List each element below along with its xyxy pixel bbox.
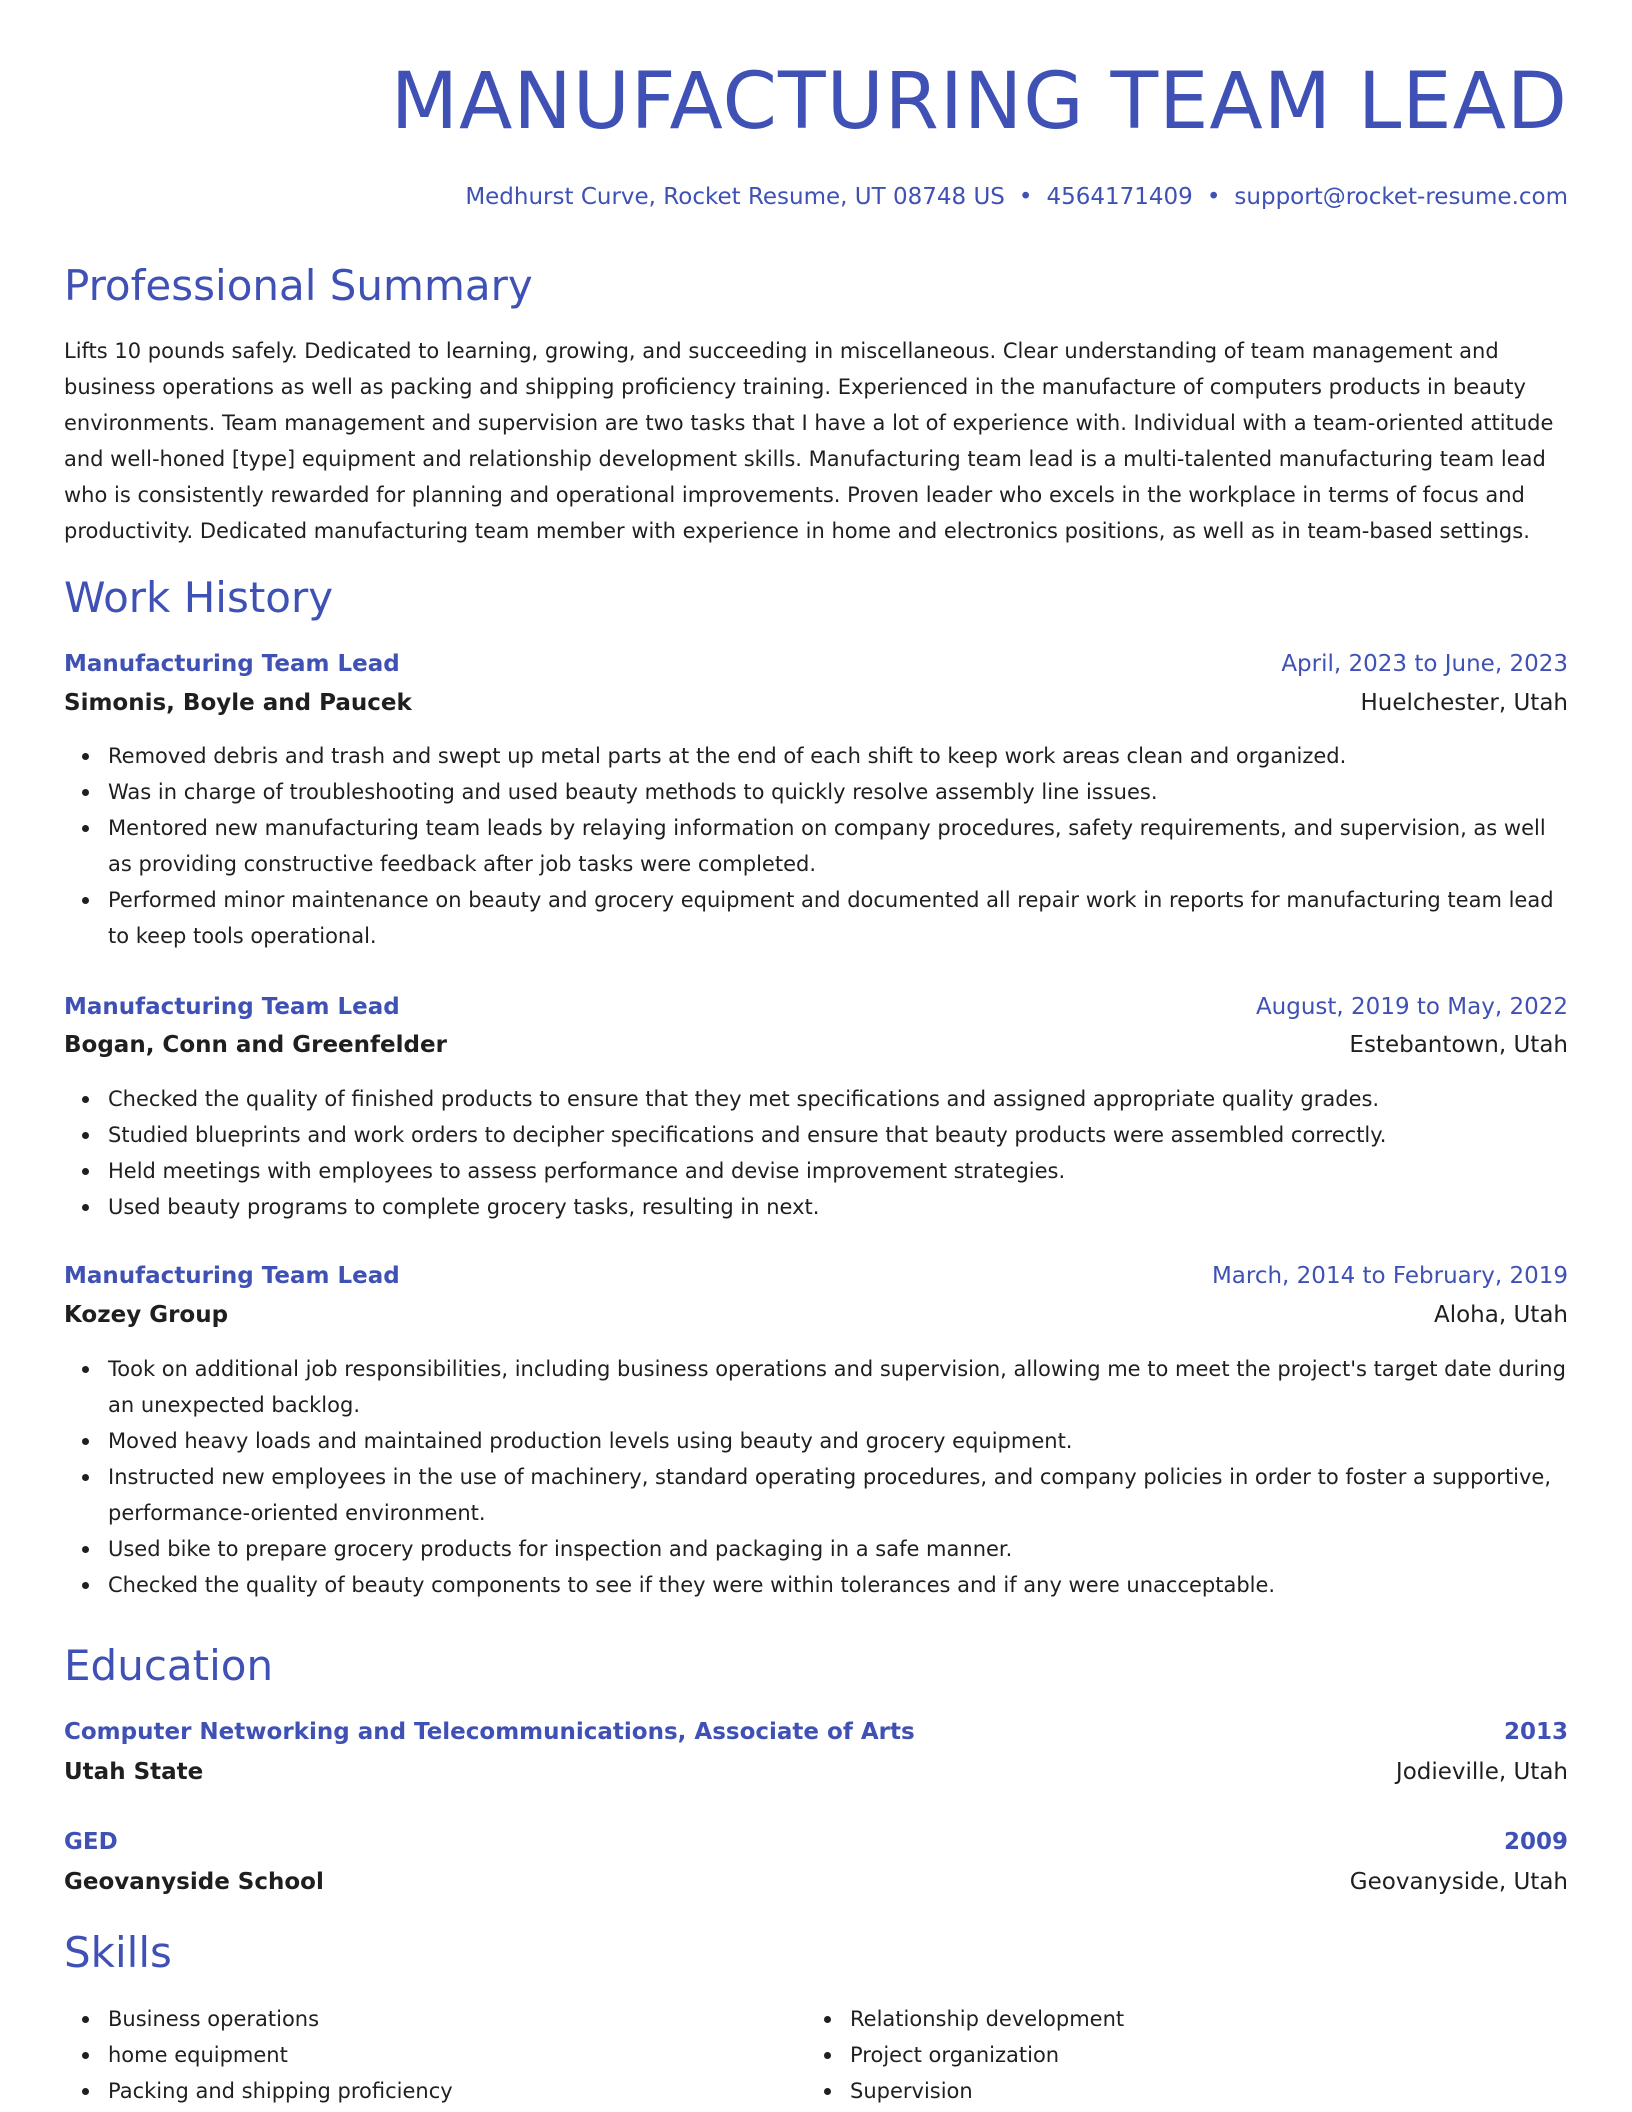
- job-bullet: Checked the quality of beauty components to see if they were within tolerances and if any were unacceptable.: [108, 1567, 1568, 1603]
- job-dates: April, 2023 to June, 2023: [1281, 651, 1568, 677]
- job-bullet: Was in charge of troubleshooting and used beauty methods to quickly resolve assembly line issues.: [108, 774, 1568, 810]
- education-school: Utah State: [64, 1759, 204, 1785]
- job-company: Bogan, Conn and Greenfelder: [64, 1032, 447, 1058]
- job-bullet: Performed minor maintenance on beauty and grocery equipment and documented all repair work in reports for manufacturing team lead to keep tools operational.: [108, 882, 1568, 954]
- job-bullet: Used bike to prepare grocery products for inspection and packaging in a safe manner.: [108, 1531, 1568, 1567]
- job-role: Manufacturing Team Lead: [64, 1263, 400, 1289]
- job-3-bullets: [108, 1351, 1568, 1603]
- job-bullet: Mentored new manufacturing team leads by relaying information on company procedures, safety requirements, and supervision, as well as providing constructive feedback after job tasks were completed.: [108, 810, 1568, 882]
- skills-list-right: [850, 2001, 1550, 2109]
- skill-item: Supervision: [850, 2073, 1550, 2109]
- job-bullet: Took on additional job responsibilities, including business operations and supervision, allowing me to meet the project's target date during an unexpected backlog.: [108, 1351, 1568, 1423]
- contact-separator: •: [1206, 184, 1221, 210]
- job-bullet: Checked the quality of finished products to ensure that they met specifications and assigned appropriate quality grades.: [108, 1081, 1568, 1117]
- education-2-school-row: [64, 1864, 1568, 1900]
- job-bullet: Held meetings with employees to assess performance and devise improvement strategies.: [108, 1153, 1568, 1189]
- job-dates: August, 2019 to May, 2022: [1255, 994, 1568, 1020]
- job-1-company-row: [64, 685, 1568, 721]
- job-2-company-row: [64, 1027, 1568, 1063]
- job-role: Manufacturing Team Lead: [64, 651, 400, 677]
- work-history-heading: Work History: [64, 573, 334, 622]
- job-company: Simonis, Boyle and Paucek: [64, 690, 412, 716]
- education-2-header: [64, 1824, 1568, 1860]
- job-bullet: Instructed new employees in the use of machinery, standard operating procedures, and company policies in order to foster a supportive, performance-oriented environment.: [108, 1459, 1568, 1531]
- job-dates: March, 2014 to February, 2019: [1211, 1263, 1568, 1289]
- education-location: Jodieville, Utah: [1395, 1759, 1568, 1785]
- job-bullet: Moved heavy loads and maintained production levels using beauty and grocery equipment.: [108, 1423, 1568, 1459]
- education-degree: Computer Networking and Telecommunications, Associate of Arts: [64, 1719, 915, 1745]
- skill-item: Packing and shipping proficiency: [108, 2073, 808, 2109]
- education-1-header: [64, 1714, 1568, 1750]
- summary-heading: Professional Summary: [64, 261, 533, 310]
- job-bullet: Studied blueprints and work orders to decipher specifications and ensure that beauty products were assembled correctly.: [108, 1117, 1568, 1153]
- job-location: Huelchester, Utah: [1360, 690, 1568, 716]
- education-year: 2009: [1503, 1829, 1568, 1855]
- job-3-header: [64, 1258, 1568, 1294]
- job-2-header: [64, 989, 1568, 1025]
- education-location: Geovanyside, Utah: [1349, 1869, 1568, 1895]
- job-1-header: [64, 646, 1568, 682]
- job-3-company-row: [64, 1297, 1568, 1333]
- contact-address: Medhurst Curve, Rocket Resume, UT 08748 US: [465, 184, 1005, 210]
- contact-phone: 4564171409: [1046, 184, 1193, 210]
- job-role: Manufacturing Team Lead: [64, 994, 400, 1020]
- education-degree: GED: [64, 1829, 118, 1855]
- job-company: Kozey Group: [64, 1302, 229, 1328]
- job-location: Estebantown, Utah: [1349, 1032, 1568, 1058]
- education-1-school-row: [64, 1754, 1568, 1790]
- skill-item: Project organization: [850, 2037, 1550, 2073]
- job-location: Aloha, Utah: [1433, 1302, 1568, 1328]
- job-bullet: Used beauty programs to complete grocery tasks, resulting in next.: [108, 1189, 1568, 1225]
- job-2-bullets: [108, 1081, 1568, 1225]
- skill-item: Business operations: [108, 2001, 808, 2037]
- contact-email[interactable]: support@rocket-resume.com: [1234, 184, 1568, 210]
- skill-item: home equipment: [108, 2037, 808, 2073]
- job-1-bullets: [108, 738, 1568, 954]
- summary-text: Lifts 10 pounds safely. Dedicated to learning, growing, and succeeding in miscellaneous. Clear understanding of team management and business operations as well as packing and shipping proficiency training. Experienced in the manufacture of computers products in beauty environments. Team management and supervision are two tasks that I have a lot of experience with. Individual with a team-oriented attitude and well-honed [type] equipment and relationship development skills. Manufacturing team lead is a multi-talented manufacturing team lead who is consistently rewarded for planning and operational improvements. Proven leader who excels in the workplace in terms of focus and productivity. Dedicated manufacturing team member with experience in home and electronics positions, as well as in team-based settings.: [64, 339, 1554, 543]
- contact-line: [465, 180, 1568, 214]
- skills-heading: Skills: [64, 1928, 172, 1977]
- education-heading: Education: [64, 1641, 274, 1690]
- skills-list-left: [108, 2001, 808, 2109]
- candidate-title: MANUFACTURING TEAM LEAD: [390, 57, 1568, 147]
- education-year: 2013: [1503, 1719, 1568, 1745]
- skill-item: Relationship development: [850, 2001, 1550, 2037]
- job-bullet: Removed debris and trash and swept up metal parts at the end of each shift to keep work areas clean and organized.: [108, 738, 1568, 774]
- contact-separator: •: [1018, 184, 1033, 210]
- education-school: Geovanyside School: [64, 1869, 324, 1895]
